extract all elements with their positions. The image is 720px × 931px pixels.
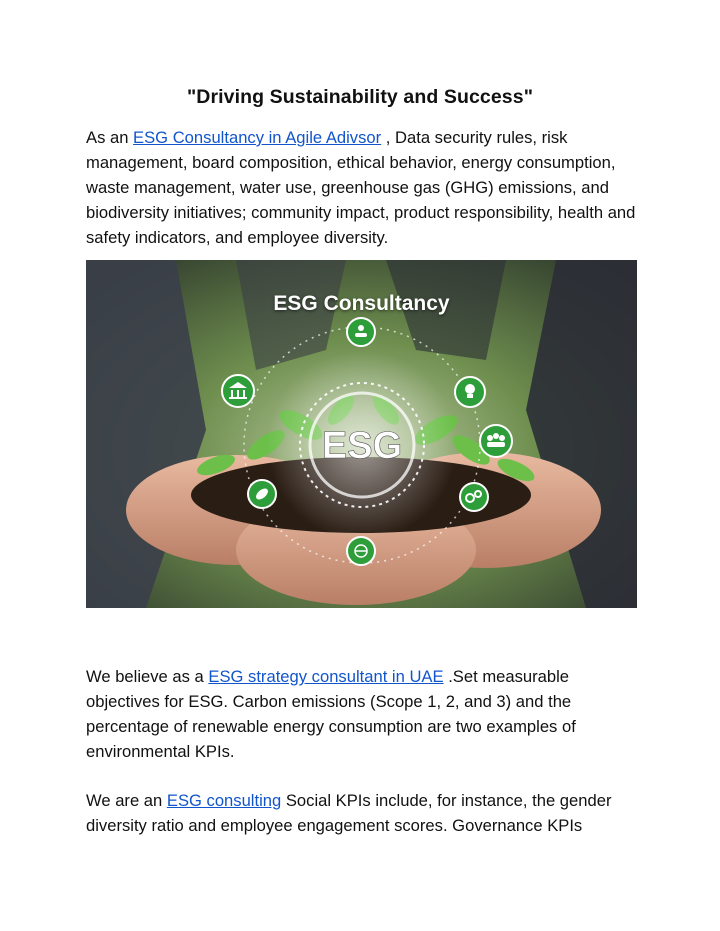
gears-icon [460, 483, 488, 511]
esg-consultancy-link[interactable]: ESG Consultancy in Agile Adivsor [133, 128, 382, 147]
strategy-text-before: We believe as a [86, 667, 209, 686]
consulting-text-before: We are an [86, 791, 167, 810]
intro-text-before: As an [86, 128, 134, 147]
strategy-paragraph [86, 664, 646, 764]
intro-text-after: , Data security rules, risk management, board composition, ethical behavior, energy consumption, waste management, water use, greenhouse gas (GHG) emissions, and biodiversity initiatives; community impact, product responsibility, health and safety indicators, and employee diversity. [86, 128, 636, 247]
esg-consulting-link[interactable]: ESG consulting [166, 791, 282, 810]
globe-icon [347, 537, 375, 565]
consulting-text-after: Social KPIs include, for instance, the gender diversity ratio and employee engagement scores. Governance KPIs [86, 791, 612, 835]
image-heading: ESG Consultancy [273, 292, 450, 315]
strategy-text-after: .Set measurable objectives for ESG. Carbon emissions (Scope 1, 2, and 3) and the percentage of renewable energy consumption are two examples of environmental KPIs. [86, 667, 576, 761]
leaf-icon [248, 480, 276, 508]
page-title: "Driving Sustainability and Success" [186, 86, 534, 108]
esg-strategy-consultant-link[interactable]: ESG strategy consultant in UAE [208, 667, 444, 686]
community-icon [347, 318, 375, 346]
consulting-paragraph [86, 788, 646, 838]
government-icon [222, 375, 254, 407]
esg-center-label: ESG [321, 425, 403, 467]
people-group-icon [480, 425, 512, 457]
intro-paragraph [86, 125, 646, 250]
lightbulb-icon [455, 377, 485, 407]
esg-consultancy-image [86, 260, 637, 608]
